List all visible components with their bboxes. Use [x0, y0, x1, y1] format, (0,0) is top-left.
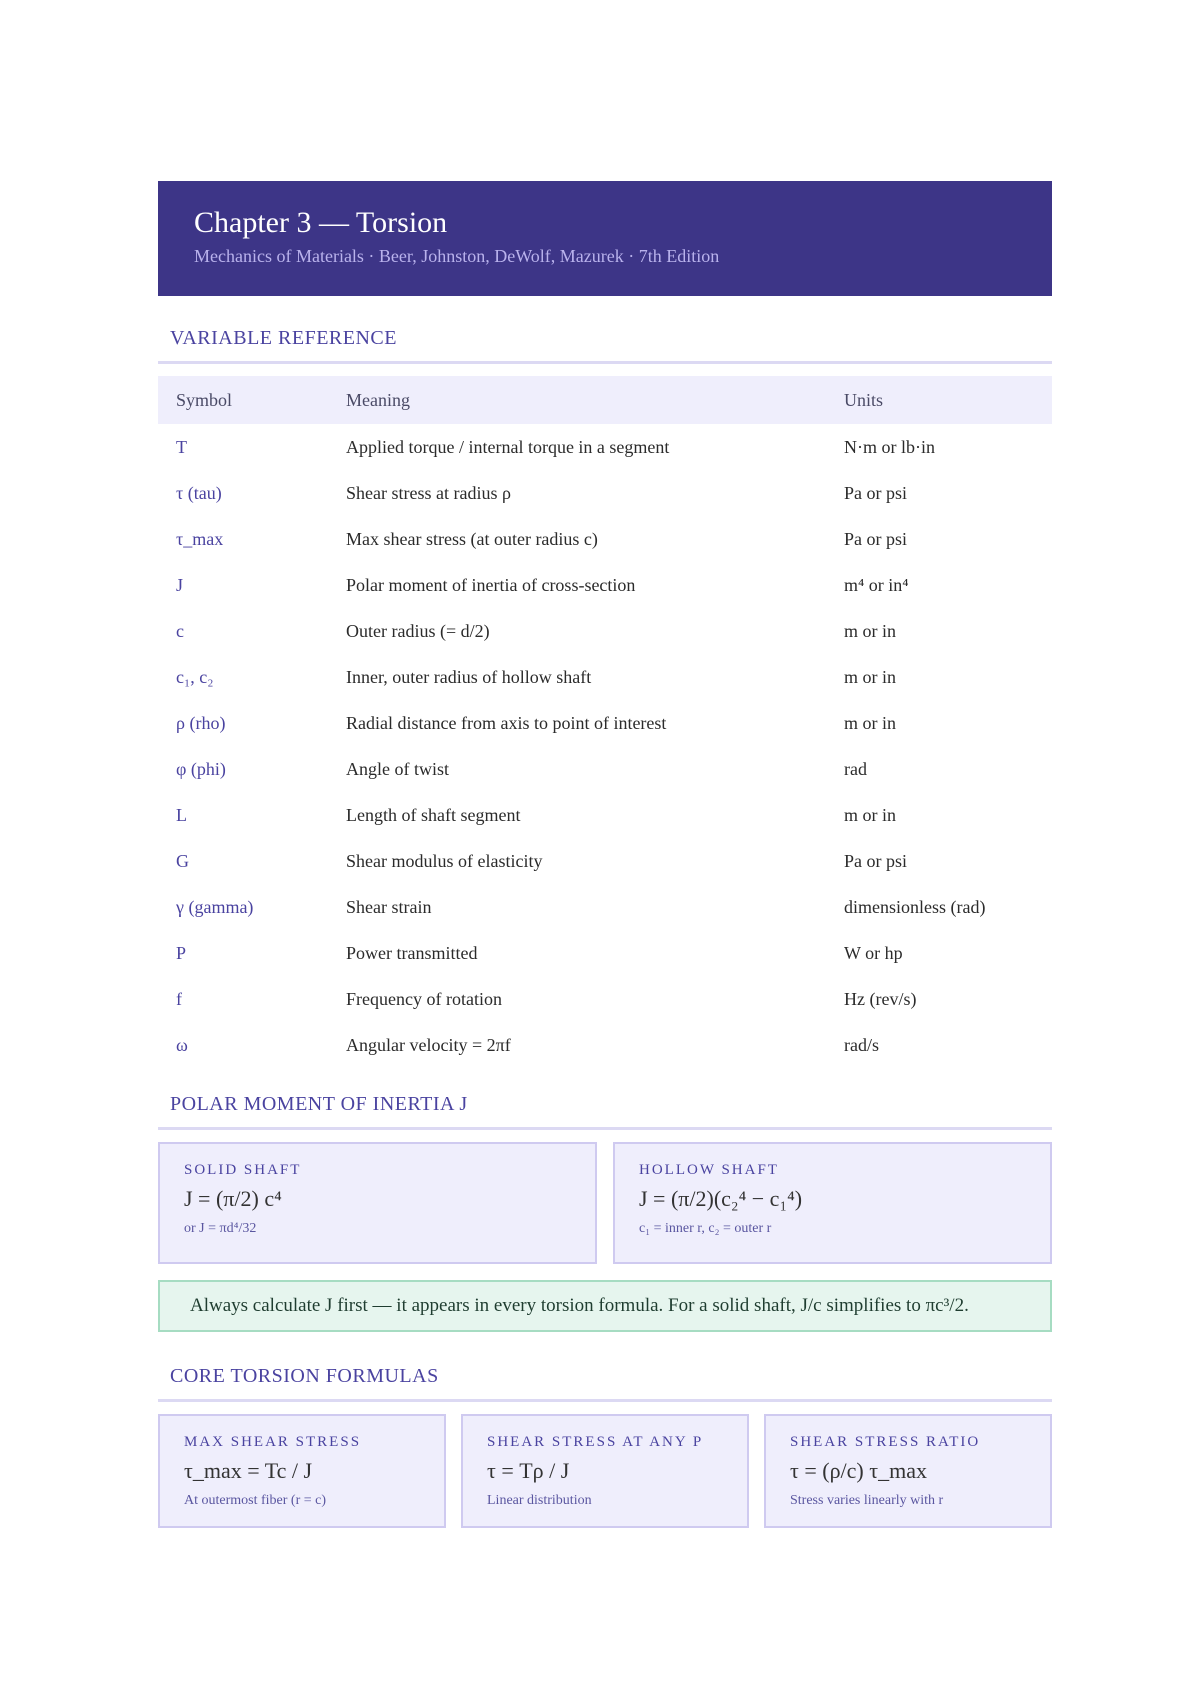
column-header-symbol: Symbol: [176, 389, 233, 410]
tip-callout: Always calculate J first — it appears in every torsion formula. For a solid shaft, J/c simplifies to πc³/2.: [158, 1280, 1052, 1332]
units-cell: Pa or psi: [844, 482, 907, 503]
symbol-cell: ρ (rho): [176, 712, 226, 733]
units-cell: rad/s: [844, 1034, 879, 1055]
shear-stress-any-point-card: [461, 1414, 749, 1528]
cheat-sheet-page: [158, 181, 1052, 1528]
meaning-cell: Angular velocity = 2πf: [346, 1034, 511, 1055]
meaning-cell: Frequency of rotation: [346, 988, 502, 1009]
table-row: [158, 608, 1052, 654]
column-header-meaning: Meaning: [346, 389, 410, 410]
table-row: [158, 792, 1052, 838]
symbol-cell: G: [176, 850, 189, 871]
units-cell: m or in: [844, 804, 896, 825]
units-cell: m or in: [844, 620, 896, 641]
meaning-cell: Shear strain: [346, 896, 432, 917]
table-row: [158, 838, 1052, 884]
chapter-subtitle: Mechanics of Materials · Beer, Johnston, DeWolf, Mazurek · 7th Edition: [194, 246, 720, 266]
card-title: SOLID SHAFT: [184, 1162, 302, 1178]
symbol-cell: T: [176, 436, 187, 457]
symbol-cell: J: [176, 574, 184, 595]
table-row: [158, 470, 1052, 516]
meaning-cell: Shear stress at radius ρ: [346, 482, 511, 503]
section-title: VARIABLE REFERENCE: [170, 327, 397, 349]
card-title: SHEAR STRESS AT ANY P: [487, 1434, 704, 1450]
card-title: SHEAR STRESS RATIO: [790, 1434, 981, 1450]
section-divider: [158, 1127, 1052, 1130]
hollow-shaft-card: [613, 1142, 1052, 1264]
symbol-cell: ω: [176, 1034, 188, 1055]
meaning-cell: Radial distance from axis to point of interest: [346, 712, 667, 733]
table-row: [158, 654, 1052, 700]
table-row: [158, 746, 1052, 792]
units-cell: Hz (rev/s): [844, 988, 917, 1009]
table-row: [158, 884, 1052, 930]
meaning-cell: Shear modulus of elasticity: [346, 850, 543, 871]
symbol-cell: φ (phi): [176, 758, 226, 779]
units-cell: m or in: [844, 666, 896, 687]
symbol-cell: τ (tau): [176, 482, 222, 503]
polar-card-row: [158, 1142, 1052, 1264]
core-formulas-section: [158, 1364, 1052, 1528]
units-cell: m⁴ or in⁴: [844, 574, 909, 595]
units-cell: dimensionless (rad): [844, 896, 986, 917]
card-formula: τ = Tρ / J: [487, 1458, 570, 1483]
table-row: [158, 516, 1052, 562]
card-formula: J = (π/2)(c₂⁴ − c₁⁴): [639, 1186, 803, 1211]
variable-table-body: [158, 424, 1052, 1068]
card-note: c₁ = inner r, c₂ = outer r: [639, 1221, 772, 1236]
meaning-cell: Applied torque / internal torque in a segment: [346, 436, 670, 457]
symbol-cell: c₁, c₂: [176, 666, 214, 687]
symbol-cell: L: [176, 804, 187, 825]
solid-shaft-card: [158, 1142, 597, 1264]
variable-reference-section: [158, 326, 1052, 1068]
card-title: MAX SHEAR STRESS: [184, 1434, 362, 1450]
symbol-cell: c: [176, 620, 184, 641]
units-cell: N·m or lb·in: [844, 436, 935, 457]
symbol-cell: γ (gamma): [176, 896, 254, 917]
card-note: Stress varies linearly with r: [790, 1493, 944, 1508]
table-row: [158, 562, 1052, 608]
meaning-cell: Max shear stress (at outer radius c): [346, 528, 598, 549]
units-cell: W or hp: [844, 942, 903, 963]
card-formula: τ = (ρ/c) τ_max: [790, 1458, 927, 1483]
variable-table: [158, 376, 1052, 1068]
shear-stress-ratio-card: [764, 1414, 1052, 1528]
core-card-row: [158, 1414, 1052, 1528]
chapter-header: [158, 181, 1052, 296]
meaning-cell: Length of shaft segment: [346, 804, 521, 825]
meaning-cell: Outer radius (= d/2): [346, 620, 490, 641]
units-cell: Pa or psi: [844, 528, 907, 549]
table-header-row: [158, 376, 1052, 424]
meaning-cell: Power transmitted: [346, 942, 478, 963]
card-note: Linear distribution: [487, 1493, 592, 1508]
max-shear-stress-card: [158, 1414, 446, 1528]
card-note: or J = πd⁴/32: [184, 1221, 257, 1236]
card-note: At outermost fiber (r = c): [184, 1493, 327, 1508]
symbol-cell: f: [176, 988, 182, 1009]
polar-moment-section: [158, 1092, 1052, 1332]
table-row: [158, 700, 1052, 746]
units-cell: rad: [844, 758, 867, 779]
meaning-cell: Angle of twist: [346, 758, 449, 779]
chapter-title: Chapter 3 — Torsion: [194, 206, 448, 239]
card-formula: τ_max = Tc / J: [184, 1458, 313, 1483]
section-divider: [158, 1399, 1052, 1402]
card-formula: J = (π/2) c⁴: [184, 1186, 282, 1211]
section-divider: [158, 361, 1052, 364]
card-title: HOLLOW SHAFT: [639, 1162, 779, 1178]
table-row: [158, 930, 1052, 976]
section-title: POLAR MOMENT OF INERTIA J: [170, 1093, 468, 1115]
units-cell: m or in: [844, 712, 896, 733]
meaning-cell: Polar moment of inertia of cross-section: [346, 574, 636, 595]
symbol-cell: τ_max: [176, 528, 224, 549]
symbol-cell: P: [176, 942, 187, 963]
section-title: CORE TORSION FORMULAS: [170, 1365, 439, 1387]
meaning-cell: Inner, outer radius of hollow shaft: [346, 666, 592, 687]
column-header-units: Units: [844, 389, 884, 410]
table-row: [158, 424, 1052, 470]
units-cell: Pa or psi: [844, 850, 907, 871]
table-row: [158, 976, 1052, 1022]
table-row: [158, 1022, 1052, 1068]
